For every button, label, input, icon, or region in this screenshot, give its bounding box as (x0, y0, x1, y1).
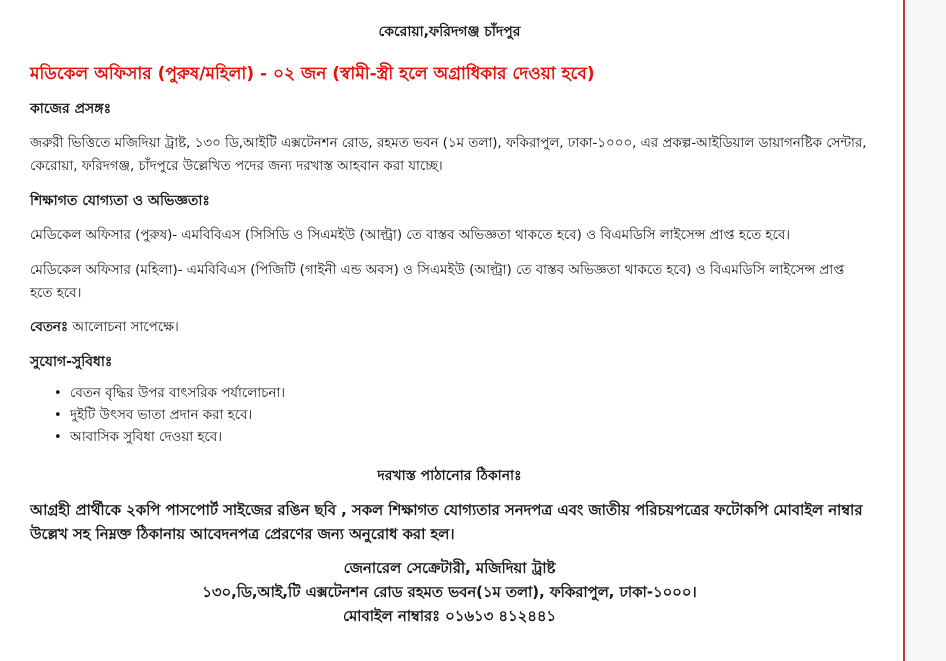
qualification-male-paragraph: মেডিকেল অফিসার (পুরুষ)- এমবিবিএস (সিসিডি ও সিএমইউ (আল্ট্রা) তে বাস্তব অভিজ্ঞতা থাকতে হবে) ও বিএমডিসি লাইসেন্স প্রাপ্ত হতে হবে। (30, 228, 791, 243)
application-heading: দরখাস্ত পাঠানোর ঠিকানাঃ (377, 468, 522, 484)
salary-line (30, 317, 869, 339)
address-line-1: জেনারেল সেক্রেটারী, মজিদিয়া ট্রাষ্ট (343, 560, 556, 577)
location-heading: কেরোয়া,ফরিদগঞ্জ চাঁদপুর (378, 24, 521, 40)
address-line-3: মোবাইল নাম্বারঃ ০১৬১৩ ৪১২৪৪১ (342, 608, 557, 625)
job-title: মডিকেল অফিসার (পুরুষ/মহিলা) - ০২ জন (স্বামী-স্ত্রী হলে অগ্রাধিকার দেওয়া হবে) (30, 64, 595, 84)
address-line-2: ১৩০,ডি,আই,টি এক্সটেনশন রোড রহমত ভবন(১ম তলা), ফকিরাপুল, ঢাকা-১০০০। (202, 584, 697, 601)
salary-value: আলোচনা সাপেক্ষে। (68, 320, 179, 335)
bullet-icon: • (54, 408, 62, 423)
salary-label: বেতনঃ (30, 320, 69, 335)
bullet-icon: • (54, 386, 62, 401)
window-gutter (905, 0, 946, 661)
list-item (54, 427, 869, 449)
benefit-text: বেতন বৃদ্ধির উপর বাৎসরিক পর্যালোচনা। (70, 386, 286, 401)
context-heading: কাজের প্রসঙ্গঃ (30, 101, 112, 117)
benefits-list (30, 383, 869, 449)
bullet-icon: • (54, 430, 62, 445)
list-item (54, 405, 869, 427)
list-item (54, 383, 869, 405)
qualifications-heading: শিক্ষাগত যোগ্যতা ও অভিজ্ঞতাঃ (30, 193, 210, 209)
address-block (30, 557, 869, 629)
benefits-heading: সুযোগ-সুবিধাঃ (30, 354, 113, 370)
context-paragraph: জরুরী ভিত্তিতে মজিদিয়া ট্রাষ্ট, ১৩০ ডি,আইটি এক্সটেনশন রোড, রহমত ভবন (১ম তলা), ফকিরাপুল, ঢাকা-১০০০, এর প্রকল্প-আইডিয়াল ডায়াগনষ্টিক সেন্টার, কেরোয়া, ফরিদগঞ্জ, চাঁদপুরে উল্লেখিত পদের জন্য দরখাস্ত আহবান করা যাচ্ছে। (30, 136, 867, 174)
application-paragraph: আগ্রহী প্রার্থীকে ২কপি পাসপোর্ট সাইজের রঙিন ছবি , সকল শিক্ষাগত যোগ্যতার সনদপত্র এবং জাতীয় পরিচয়পত্রের ফটোকপি মোবাইল নাম্বার উল্লেখ সহ নিম্নক্ত ঠিকানায় আবেদনপত্র প্রেরণের জন্য অনুরোধ করা হল। (30, 502, 863, 543)
benefit-text: দুইটি উৎসব ভাতা প্রদান করা হবে। (70, 408, 253, 423)
benefit-text: আবাসিক সুবিধা দেওয়া হবে। (70, 430, 223, 445)
qualification-female-paragraph: মেডিকেল অফিসার (মহিলা)- এমবিবিএস (পিজিটি (গাইনী এন্ড অবস) ও সিএমইউ (আল্ট্রা) তে বাস্তব অভিজ্ঞতা থাকতে হবে) ও বিএমডিসি লাইসেন্স প্রাপ্ত হতে হবে। (30, 263, 845, 301)
